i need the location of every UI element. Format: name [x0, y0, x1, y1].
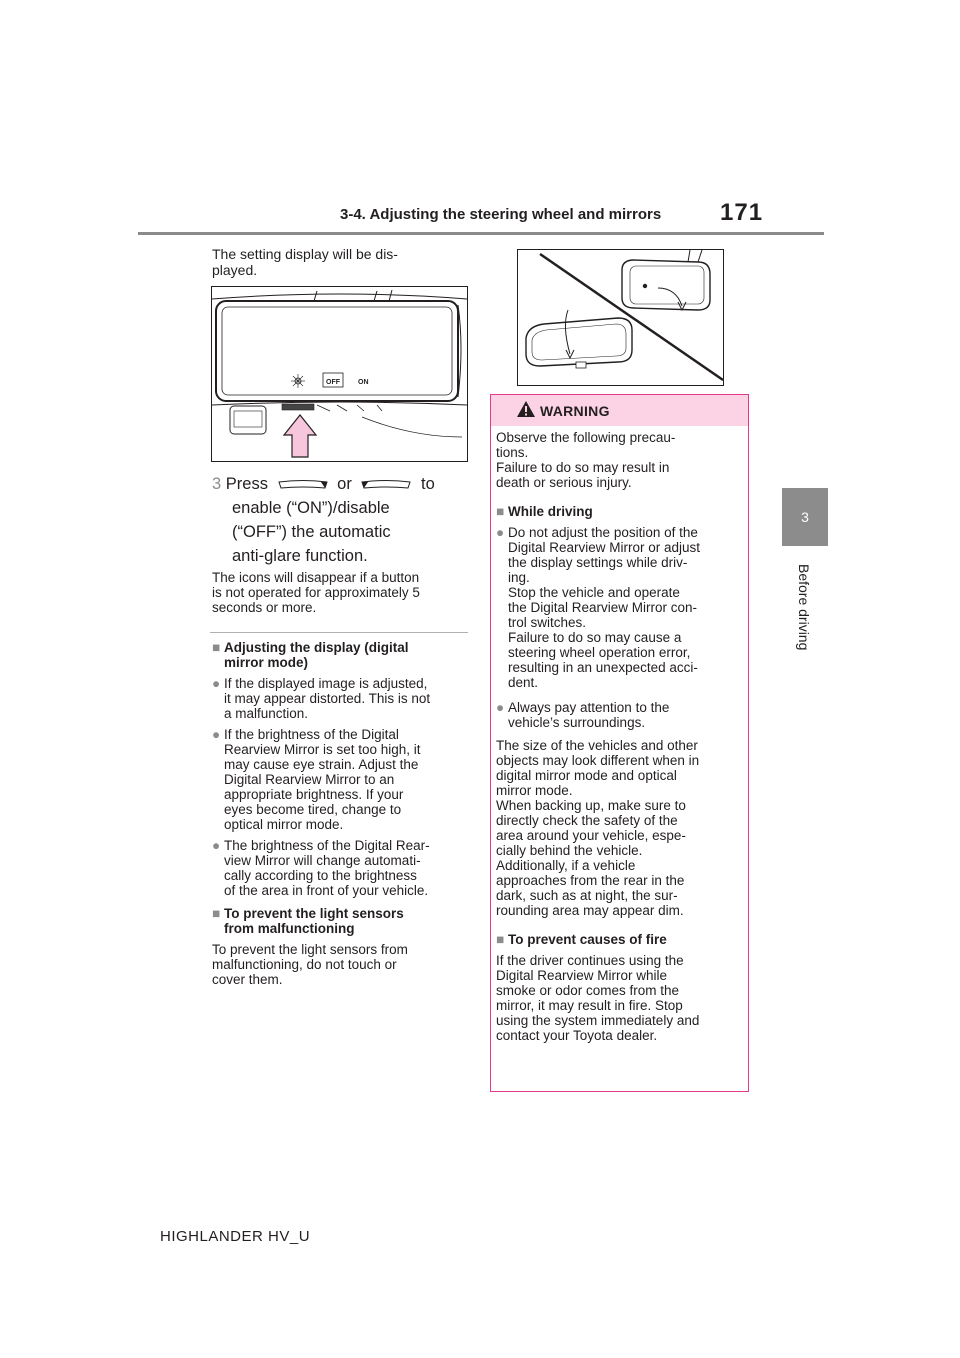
list-item: [212, 676, 474, 721]
step-press: Press: [225, 475, 268, 493]
bullet-icon: ●: [212, 727, 221, 742]
sensor-text: [212, 942, 474, 987]
text-line: contact your Toyota dealer.: [496, 1028, 658, 1043]
warning-fire-text: [496, 953, 746, 1043]
text-line: directly check the safety of the: [496, 813, 678, 828]
warning-intro: [496, 430, 746, 490]
text-line: cover them.: [212, 972, 283, 987]
text-line: Observe the following precau-: [496, 430, 676, 445]
bullet-line: Always pay attention to the: [508, 700, 670, 715]
text-line: approaches from the rear in the: [496, 873, 685, 888]
step-line-3: (“OFF”) the automatic: [232, 523, 391, 541]
note-line: seconds or more.: [212, 600, 317, 615]
list-item: [212, 838, 474, 898]
text-line: rounding area may appear dim.: [496, 903, 684, 918]
bullet-line: optical mirror mode.: [224, 817, 344, 832]
bullet-line: Do not adjust the position of the: [508, 525, 698, 540]
mirror-display-figure: [211, 286, 468, 462]
bullet-line: Digital Rearview Mirror to an: [224, 772, 395, 787]
chapter-label: Before driving: [796, 564, 812, 651]
step-number: 3: [212, 475, 222, 493]
bullet-line: If the brightness of the Digital: [224, 727, 399, 742]
text-line: Failure to do so may result in: [496, 460, 670, 475]
warning-triangle-icon: [516, 400, 536, 418]
square-marker-icon: ■: [212, 906, 221, 921]
bullet-line: vehicle’s surroundings.: [508, 715, 646, 730]
warning-title: WARNING: [540, 403, 610, 419]
bullet-line: Digital Rearview Mirror or adjust: [508, 540, 701, 555]
bullet-line: The brightness of the Digital Rear-: [224, 838, 430, 853]
intro-text: [212, 247, 398, 278]
text-line: The size of the vehicles and other: [496, 738, 698, 753]
bullet-line: it may appear distorted. This is not: [224, 691, 431, 706]
text-line: mirror, it may result in fire. Stop: [496, 998, 683, 1013]
heading-line: from malfunctioning: [224, 921, 355, 936]
square-marker-icon: ■: [212, 640, 221, 655]
display-adjust-section: [212, 640, 474, 987]
mirror-sensor-figure: [517, 249, 724, 386]
text-line: using the system immediately and: [496, 1013, 700, 1028]
note-line: The icons will disappear if a button: [212, 570, 420, 585]
bullet-line: Stop the vehicle and operate: [508, 585, 680, 600]
brightness-icon: [291, 374, 305, 388]
mirror-sensor-illustration: [518, 250, 723, 385]
square-marker-icon: ■: [496, 932, 505, 947]
bullet-icon: ●: [496, 700, 505, 715]
on-label: ON: [358, 379, 369, 386]
right-button-icon: [360, 479, 412, 491]
bullet-line: ing.: [508, 570, 530, 585]
warning-driving-text: [496, 738, 746, 918]
heading-text: To prevent causes of fire: [508, 932, 667, 947]
heading-line: mirror mode): [224, 655, 309, 670]
section-divider: [210, 632, 468, 633]
step-line-2: enable (“ON”)/disable: [232, 499, 390, 517]
square-marker-icon: ■: [496, 504, 505, 519]
bullet-line: Failure to do so may cause a: [508, 630, 682, 645]
step-to: to: [421, 475, 435, 493]
text-line: Additionally, if a vehicle: [496, 858, 636, 873]
text-line: When backing up, make sure to: [496, 798, 686, 813]
bullet-line: steering wheel operation error,: [508, 645, 691, 660]
bullet-line: dent.: [508, 675, 539, 690]
footer-model: HIGHLANDER HV_U: [160, 1228, 311, 1245]
text-line: mirror mode.: [496, 783, 573, 798]
heading-text: While driving: [508, 504, 593, 519]
bullet-line: If the displayed image is adjusted,: [224, 676, 428, 691]
warning-content: [496, 430, 746, 1043]
bullet-icon: ●: [496, 525, 505, 540]
bullet-line: Rearview Mirror is set too high, it: [224, 742, 421, 757]
step-3: [212, 472, 482, 568]
bullet-line: view Mirror will change automati-: [224, 853, 421, 868]
list-item: [212, 727, 474, 832]
bullet-line: trol switches.: [508, 615, 587, 630]
page-number: 171: [720, 199, 764, 226]
section-heading: [212, 640, 474, 670]
warning-heading-driving: [496, 504, 746, 519]
off-label: OFF: [326, 379, 340, 386]
text-line: objects may look different when in: [496, 753, 700, 768]
text-line: malfunctioning, do not touch or: [212, 957, 397, 972]
intro-line: The setting display will be dis-: [212, 246, 398, 262]
text-line: area around your vehicle, espe-: [496, 828, 686, 843]
text-line: To prevent the light sensors from: [212, 942, 408, 957]
chapter-number: 3: [801, 509, 809, 525]
text-line: Digital Rearview Mirror while: [496, 968, 668, 983]
bullet-icon: ●: [212, 676, 221, 691]
heading-line: To prevent the light sensors: [224, 906, 404, 921]
bullet-line: appropriate brightness. If your: [224, 787, 404, 802]
light-sensor-icon: [643, 284, 647, 288]
text-line: cially behind the vehicle.: [496, 843, 643, 858]
note-line: is not operated for approximately 5: [212, 585, 420, 600]
text-line: smoke or odor comes from the: [496, 983, 680, 998]
step-line-4: anti-glare function.: [232, 547, 368, 565]
text-line: death or serious injury.: [496, 475, 632, 490]
text-line: If the driver continues using the: [496, 953, 684, 968]
step-line-1: [212, 472, 482, 496]
bullet-line: may cause eye strain. Adjust the: [224, 757, 419, 772]
bullet-line: of the area in front of your vehicle.: [224, 883, 429, 898]
chapter-tab: [782, 488, 828, 546]
list-item: [496, 700, 746, 730]
warning-heading-fire: [496, 932, 746, 947]
bullet-line: resulting in an unexpected acci-: [508, 660, 698, 675]
note-text: [212, 570, 472, 615]
section-heading: [212, 906, 474, 936]
bullet-line: a malfunction.: [224, 706, 309, 721]
bullet-line: the Digital Rearview Mirror con-: [508, 600, 698, 615]
list-item: [496, 525, 746, 690]
bullet-line: cally according to the brightness: [224, 868, 417, 883]
text-line: dark, such as at night, the sur-: [496, 888, 678, 903]
left-button-icon: [277, 479, 329, 491]
section-title: 3-4. Adjusting the steering wheel and mirrors: [340, 206, 662, 223]
intro-line: played.: [212, 261, 258, 278]
bullet-line: the display settings while driv-: [508, 555, 688, 570]
text-line: digital mirror mode and optical: [496, 768, 677, 783]
pointer-arrow: [284, 415, 316, 457]
step-or: or: [337, 475, 352, 493]
bullet-icon: ●: [212, 838, 221, 853]
heading-line: Adjusting the display (digital: [224, 640, 409, 655]
mirror-display-illustration: [212, 287, 467, 461]
bullet-line: eyes become tired, change to: [224, 802, 402, 817]
header-rule: [138, 232, 824, 235]
text-line: tions.: [496, 445, 529, 460]
